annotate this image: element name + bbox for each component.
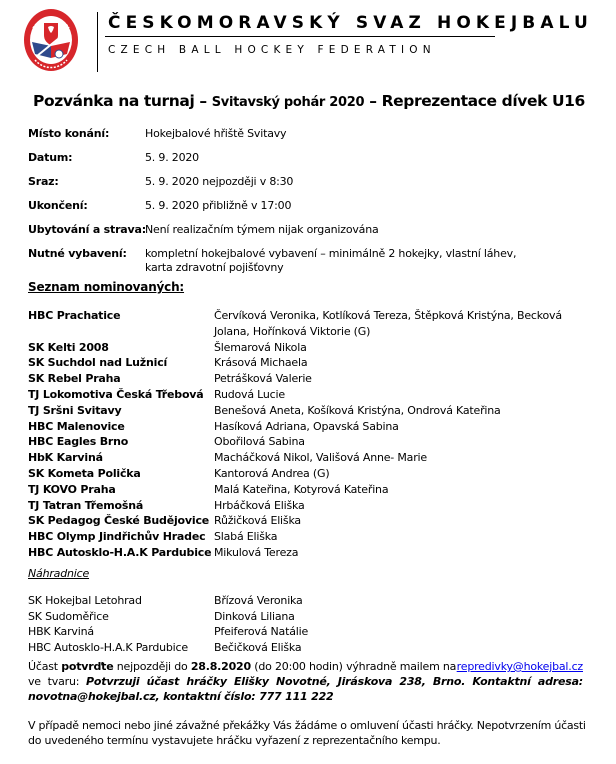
team-name: HBC Autosklo-H.A.K Pardubice (28, 640, 188, 654)
list-item (28, 593, 588, 609)
substitutes-list (28, 593, 588, 655)
player-names: Hrbáčková Eliška (214, 498, 305, 512)
team-name: SK Kometa Polička (28, 466, 141, 480)
player-names: Slabá Eliška (214, 530, 278, 544)
list-item (28, 403, 588, 419)
info-value: Hokejbalové hřiště Svitavy (145, 127, 287, 140)
notice-paragraph: V případě nemoci nebo jiné závažné překážky Vás žádáme o omluvení účasti hráčky. Nepotvrzením účasti do uvedeného termínu vystavujete hráčku vyřazení z reprezentačního kempu. (28, 719, 586, 747)
substitutes-heading: Náhradnice (28, 567, 90, 580)
list-item (28, 482, 588, 498)
team-name: HBK Karviná (28, 625, 94, 638)
list-item (28, 308, 588, 340)
player-names: Krásová Michaela (214, 356, 308, 370)
player-names: Břízová Veronika (214, 594, 303, 607)
team-name: SK Rebel Praha (28, 372, 121, 386)
header-divider-horizontal (105, 36, 495, 37)
conf-text: Účast (28, 660, 62, 673)
team-name: TJ KOVO Praha (28, 482, 116, 496)
info-row-equipment (28, 247, 598, 275)
player-names: Kantorová Andrea (G) (214, 466, 330, 480)
list-item (28, 340, 588, 356)
list-item (28, 355, 588, 371)
email-link[interactable]: repredivky@hokejbal.cz (456, 660, 583, 673)
info-row-accommodation (28, 223, 598, 237)
player-names: Benešová Aneta, Košíková Kristýna, Ondrová Kateřina (214, 403, 501, 417)
list-item (28, 513, 588, 529)
player-names: Bečičková Eliška (214, 640, 302, 654)
info-row-end (28, 199, 598, 213)
org-name-english: CZECH BALL HOCKEY FEDERATION (108, 44, 436, 56)
player-names: Pfeiferová Natálie (214, 625, 309, 638)
title-part-3: – Reprezentace dívek U16 (364, 92, 585, 110)
info-label: Ubytování a strava: (28, 223, 146, 236)
conf-confirm-bold: potvrďte (61, 660, 114, 673)
player-names: Dinková Liliana (214, 609, 295, 623)
event-info (28, 127, 598, 285)
nominations-heading: Seznam nominovaných: (28, 280, 185, 294)
team-name: HBC Olymp Jindřichův Hradec (28, 530, 206, 544)
team-name: SK Pedagog České Budějovice (28, 514, 210, 528)
list-item (28, 640, 588, 656)
info-row-meeting (28, 175, 598, 189)
info-value: kompletní hokejbalové vybavení – minimálně 2 hokejky, vlastní láhev, karta zdravotní pojišťovny (145, 247, 517, 274)
team-name: TJ Sršni Svitavy (28, 403, 122, 417)
team-name: SK Kelti 2008 (28, 340, 109, 354)
list-item (28, 529, 588, 545)
document-title (33, 92, 585, 110)
info-label: Ukončení: (28, 199, 88, 212)
player-names: Petrášková Valerie (214, 372, 312, 386)
info-label: Sraz: (28, 175, 59, 188)
team-name: SK Suchdol nad Lužnicí (28, 356, 168, 370)
player-names: Šlemarová Nikola (214, 340, 307, 354)
list-item (28, 624, 588, 640)
team-name: TJ Lokomotiva Česká Třebová (28, 387, 204, 401)
team-name: HBC Eagles Brno (28, 435, 129, 449)
info-value: 5. 9. 2020 nejpozději v 8:30 (145, 175, 294, 188)
title-part-2: Svitavský pohár 2020 (211, 95, 365, 110)
conf-template: Potvrzuji účast hráčky Elišky Novotné, Jiráskova 238, Brno. Kontaktní adresa: novotna@hokejbal.cz, kontaktní číslo: 777 111 222 (28, 675, 583, 703)
team-name: HBC Autosklo-H.A.K Pardubice (28, 545, 212, 559)
info-row-date (28, 151, 598, 165)
team-name: SK Sudoměřice (28, 609, 109, 623)
conf-text: nejpozději do (113, 660, 191, 673)
title-part-1: Pozvánka na turnaj – (33, 92, 212, 110)
player-names: Obořilová Sabina (214, 435, 305, 449)
federation-logo-icon (23, 8, 79, 72)
conf-text: ve tvaru: (28, 675, 87, 688)
info-value: Není realizačním týmem nijak organizována (145, 223, 379, 236)
info-row-venue (28, 127, 598, 141)
player-names: Rudová Lucie (214, 387, 285, 401)
list-item (28, 466, 588, 482)
list-item (28, 609, 588, 625)
team-name: TJ Tatran Třemošná (28, 498, 144, 512)
list-item (28, 387, 588, 403)
player-names: Růžičková Eliška (214, 514, 301, 528)
nominations-list (28, 308, 588, 561)
header-divider-vertical (97, 12, 98, 72)
info-label: Místo konání: (28, 127, 110, 140)
info-value: 5. 9. 2020 přibližně v 17:00 (145, 199, 292, 212)
team-name: HbK Karviná (28, 451, 103, 465)
player-names: Macháčková Nikol, Vališová Anne- Marie (214, 451, 427, 465)
confirmation-paragraph (28, 659, 583, 704)
list-item (28, 498, 588, 514)
player-names: Malá Kateřina, Kotyrová Kateřina (214, 482, 389, 496)
conf-deadline: 28.8.2020 (190, 660, 251, 673)
info-label: Datum: (28, 151, 73, 164)
player-names: Hasíková Adriana, Opavská Sabina (214, 419, 399, 433)
list-item (28, 545, 588, 561)
team-name: HBC Prachatice (28, 309, 121, 322)
org-name-czech: ČESKOMORAVSKÝ SVAZ HOKEJBALU (108, 13, 593, 33)
list-item (28, 371, 588, 387)
info-value: 5. 9. 2020 (145, 151, 199, 164)
info-label: Nutné vybavení: (28, 247, 127, 260)
player-names: Mikulová Tereza (214, 545, 299, 559)
list-item (28, 450, 588, 466)
list-item (28, 419, 588, 435)
list-item (28, 434, 588, 450)
team-name: HBC Malenovice (28, 419, 125, 433)
player-names: Červíková Veronika, Kotlíková Tereza, Štěpková Kristýna, Becková Jolana, Hořínková Viktorie (G) (214, 309, 562, 338)
team-name: SK Hokejbal Letohrad (28, 594, 142, 607)
conf-text: (do 20:00 hodin) výhradně mailem na (250, 660, 457, 673)
